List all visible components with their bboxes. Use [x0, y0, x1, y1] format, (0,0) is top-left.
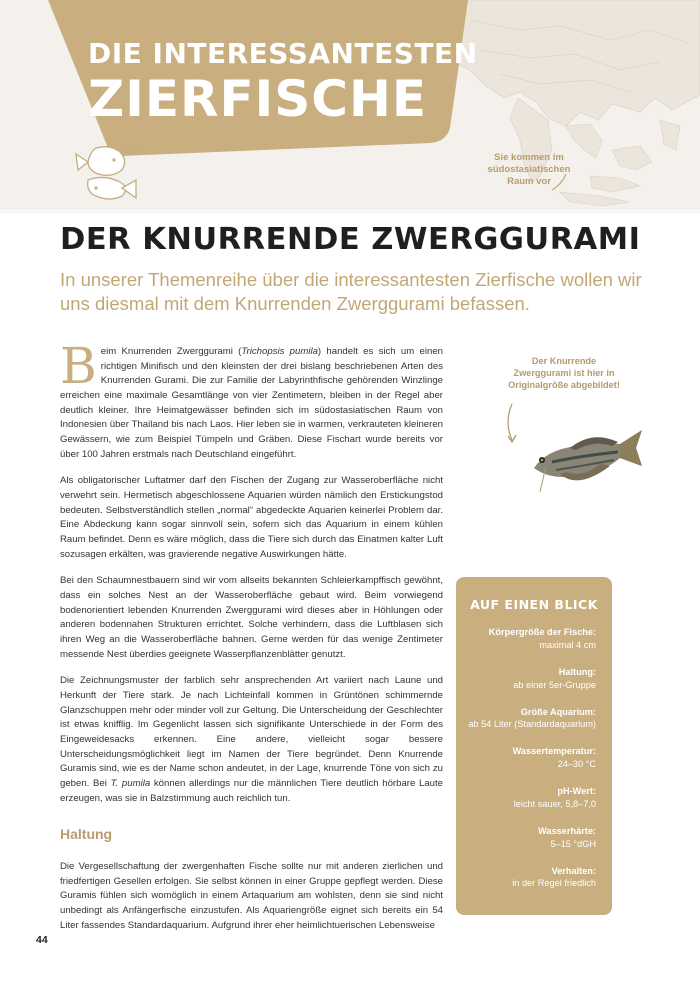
paragraph-2: Als obligatorischer Luftatmer darf den Fischen der Zugang zur Wasseroberfläche nicht verwehrt sein. Hermetisch abgeschlossene Aquarien würden nämlich den Erstickungstod bedeuten. Selbstverständlich stellen „normal“ abgedeckte Aquarien keinerlei Problem dar. Eine Abdeckung kann sogar sinnvoll sein, sofern sich das Aquarium in einem kühlen Raum befindet. Denn es wäre möglich, dass die Tiere sich durch das Einatmen kalter Luft sozusagen erkälten, was gravierende negative Auswirkungen hätte. — [60, 475, 443, 560]
region-note: Sie kommen im südostasiatischen Raum vor — [487, 152, 571, 187]
article-body — [60, 337, 444, 945]
fact-label: Wassertemperatur: — [512, 746, 596, 757]
fact-value: ab 54 Liter (Standardaquarium) — [468, 719, 596, 730]
fact-item — [456, 745, 612, 771]
paragraph-4-text-a: Die Zeichnungsmuster der farblich sehr ansprechenden Art variiert nach Laune und Herkunft der Tiere stark. Je nach Lichteinfall kommen in Grüntönen schimmernde Glanzschuppen mehr oder minder voll zur Geltung. Die Unterscheidung der Geschlechter ist etwas knifflig. Im Gegenlicht lassen sich signifikante Unterschiede in der Form des Eingeweidesacks erkennen. Eine andere, vielleicht sogar bessere Unterscheidungsmöglichkeit liegt im Namen der Tiere begründet. Denn Knurrende Guramis sind, wie es der Name schon andeutet, in der Lage, knurrende Töne von sich zu geben. Bei — [60, 675, 443, 790]
paragraph-5: Die Vergesellschaftung der zwergenhaften Fische sollte nur mit anderen zierlichen und friedfertigen Gesellen erfolgen. Sie selbst können in einer Gruppe gepflegt werden. Diese Guramis fühlen sich womöglich in einem Artaquarium am wohlsten, denn sie sind nicht unbedingt als Anfängerfische einzustufen. Als Aquariengröße eignet sich bereits ein 54 Liter fassendes Standardaquarium. Aufgrund ihrer eher heimlichtuerischen Lebensweise — [60, 860, 443, 931]
paragraph-4-text-b: können allerdings nur die männlichen Tiere deutlich hörbare Laute erzeugen, was sie in Balzstimmung auch reichlich tun. — [60, 778, 444, 804]
page-number: 44 — [36, 934, 48, 946]
species-abbrev: T. pumila — [110, 778, 151, 790]
paragraph-4 — [60, 674, 443, 806]
banner-title-line2: ZIERFISCHE — [88, 70, 427, 128]
fact-label: Körpergröße der Fische: — [488, 627, 596, 637]
fact-value: 5–15 °dGH — [550, 838, 596, 849]
article-headline: DER KNURRENDE ZWERGGURAMI — [60, 222, 641, 257]
gurami-fish-illustration — [500, 400, 650, 500]
drop-cap: B — [60, 337, 97, 395]
info-box-title: AUF EINEN BLICK — [470, 597, 598, 612]
fact-label: pH-Wert: — [557, 786, 596, 796]
fact-item — [456, 706, 612, 732]
fact-item — [456, 825, 612, 851]
article-intro: In unserer Themenreihe über die interessantesten Zierfische wollen wir uns diesmal mit dem Knurrenden Zwerggurami befassen. — [60, 269, 642, 315]
paragraph-3: Bei den Schaumnestbauern sind wir vom allseits bekannten Schleierkampffisch gewöhnt, dass ein solches Nest an der Wasseroberfläche gebaut wird. Beim vorwiegend bodenorientiert lebenden Knurrenden Zwerggurami wird dieses aber in Höhlungen oder anderen bodennahen Strukturen errichtet. Solche verhindern, dass die Luftblasen sich ihren Weg an die Wasseroberfläche bahnen. Gerne werden für das wenige Zentimeter messende Nest überdies geeignete Wasserpflanzenblätter genutzt. — [60, 575, 443, 660]
fish-doodle-icon — [66, 140, 166, 202]
fact-value: leicht sauer, 5,8–7,0 — [513, 798, 596, 809]
fact-label: Größe Aquarium: — [520, 706, 596, 717]
fact-item — [456, 666, 612, 692]
banner-title-line1: DIE INTERESSANTESTEN — [88, 37, 478, 70]
fact-value: 24–30 °C — [557, 759, 596, 770]
fact-item — [456, 785, 612, 811]
fact-item — [456, 626, 612, 652]
fact-label: Haltung: — [558, 666, 596, 677]
info-box — [456, 577, 612, 915]
fact-value: ab einer 5er-Gruppe — [513, 679, 596, 690]
fact-value: maximal 4 cm — [539, 639, 596, 650]
fish-caption: Der Knurrende Zwerggurami ist hier in Originalgröße abgebildet! — [508, 356, 620, 390]
banner-title — [88, 37, 478, 128]
fact-label: Wasserhärte: — [538, 825, 596, 836]
paragraph-1 — [60, 337, 443, 462]
fact-value: in der Regel friedlich — [512, 878, 596, 889]
subheading-haltung: Haltung — [60, 826, 113, 843]
fact-item — [456, 865, 612, 891]
fact-label: Verhalten: — [551, 865, 596, 876]
species-name: Trichopsis pumila — [241, 346, 318, 357]
paragraph-1-text-a: eim Knurrenden Zwerggurami ( — [100, 346, 242, 357]
paragraph-1-text-b: ) handelt es sich um einen richtigen Minifisch und den kleinsten der drei bislang beschriebenen Arten des Knurrenden Gurami. Die zur Familie der Labyrinthfische gehörenden Winzlinge erreichen eine maximale Gesamtlänge von vier Zentimetern, bleiben in der Regel aber deutlich kleiner. Ihre Heimatgewässer befinden sich im südostasiatischen Raum von Indonesien über Thailand bis nach Laos. Hier leben sie in warmen, verkrauteten kleineren Gewässern, wie zum Beispiel Tümpeln und Gräben. Diese Fischart wurde bereits vor über 100 Jahren erstmals nach Deutschland eingeführt. — [60, 346, 443, 460]
